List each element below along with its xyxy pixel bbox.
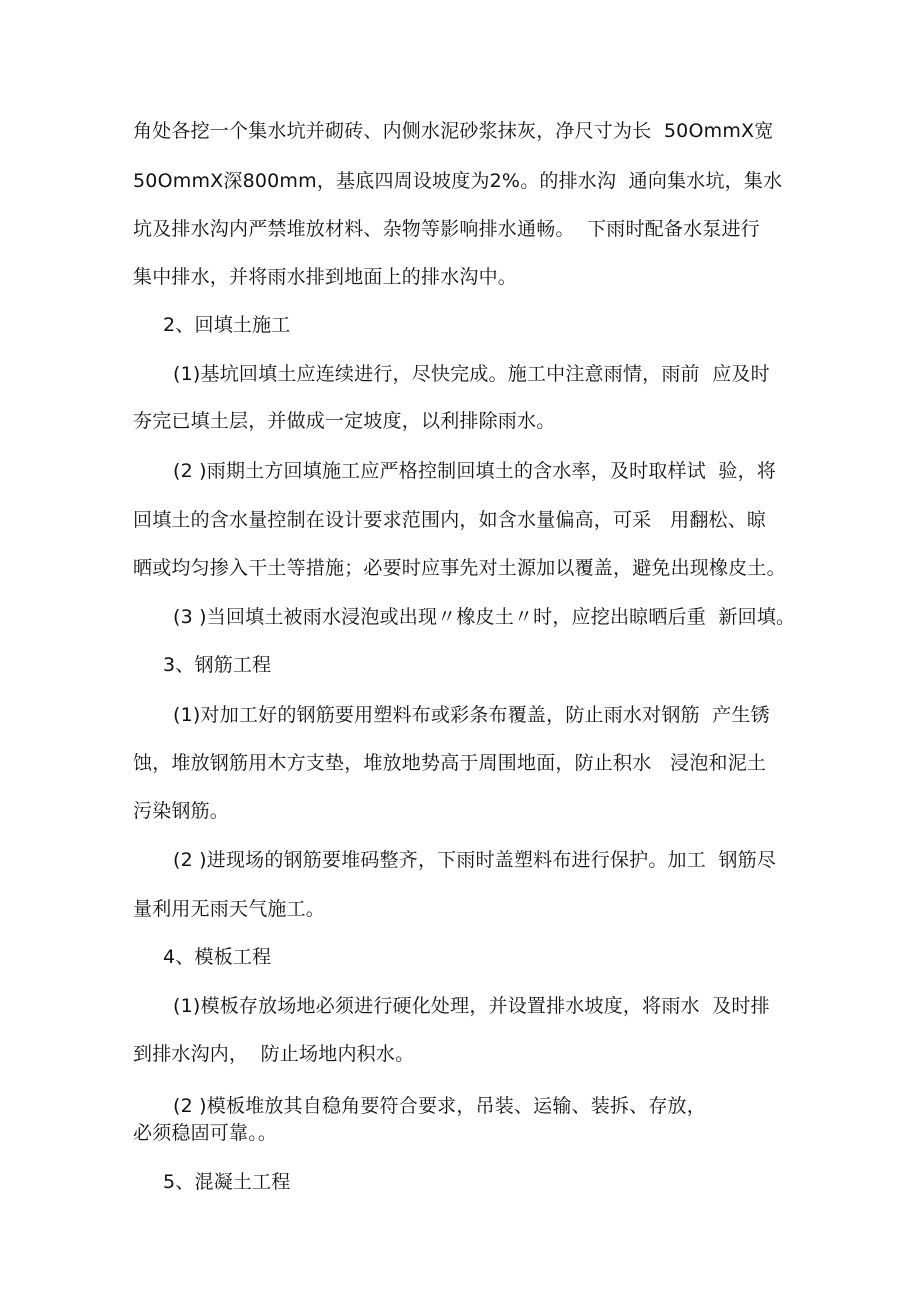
text-line: (2 )模板堆放其自稳角要符合要求，吊装、运输、装拆、存放，: [173, 1095, 706, 1117]
text-line: (1)对加工好的钢筋要用塑料布或彩条布覆盖，防止雨水对钢筋 产生锈: [173, 704, 770, 726]
text-line: (3 )当回填土被雨水浸泡或出现〃橡皮土〃时，应挖出晾晒后重 新回填。: [173, 606, 796, 628]
text-line: 角处各挖一个集水坑并砌砖、内侧水泥砂浆抹灰，净尺寸为长 50OmmX宽: [133, 120, 774, 142]
section-heading: 3、钢筋工程: [163, 654, 272, 676]
section-heading: 2、回填土施工: [163, 314, 291, 336]
text-line: (1)基坑回填土应连续进行，尽快完成。施工中注意雨情，雨前 应及时: [173, 363, 770, 385]
text-line: (2 )进现场的钢筋要堆码整齐，下雨时盖塑料布进行保护。加工 钢筋尽: [173, 849, 777, 871]
text-line: 50OmmX深800mm，基底四周设坡度为2%。的排水沟 通向集水坑，集水: [133, 170, 783, 192]
text-line: 量利用无雨天气施工。: [133, 898, 326, 920]
text-line: 坑及排水沟内严禁堆放材料、杂物等影响排水通畅。 下雨时配备水泵进行: [133, 218, 760, 240]
text-line: 污染钢筋。: [133, 800, 230, 822]
section-heading: 4、模板工程: [163, 946, 272, 968]
text-line: (2 )雨期土方回填施工应严格控制回填土的含水率，及时取样试 验，将: [173, 460, 777, 482]
section-heading: 5、混凝土工程: [163, 1171, 291, 1193]
text-line: 回填土的含水量控制在设计要求范围内，如含水量偏高，可采 用翻松、晾: [133, 509, 767, 531]
text-line: 集中排水，并将雨水排到地面上的排水沟中。: [133, 266, 518, 288]
text-line: 蚀，堆放钢筋用木方支垫，堆放地势高于周围地面，防止积水 浸泡和泥土: [133, 752, 767, 774]
text-line: 必须稳固可靠。。: [133, 1122, 278, 1144]
text-line: (1)模板存放场地必须进行硬化处理，并设置排水坡度，将雨水 及时排: [173, 995, 770, 1017]
text-line: 晒或均匀掺入干土等措施；必要时应事先对土源加以覆盖，避免出现橡皮土。: [133, 557, 786, 579]
text-line: 到排水沟内， 防止场地内积水。: [133, 1043, 415, 1065]
text-line: 夯完已填土层，并做成一定坡度，以利排除雨水。: [133, 410, 556, 432]
